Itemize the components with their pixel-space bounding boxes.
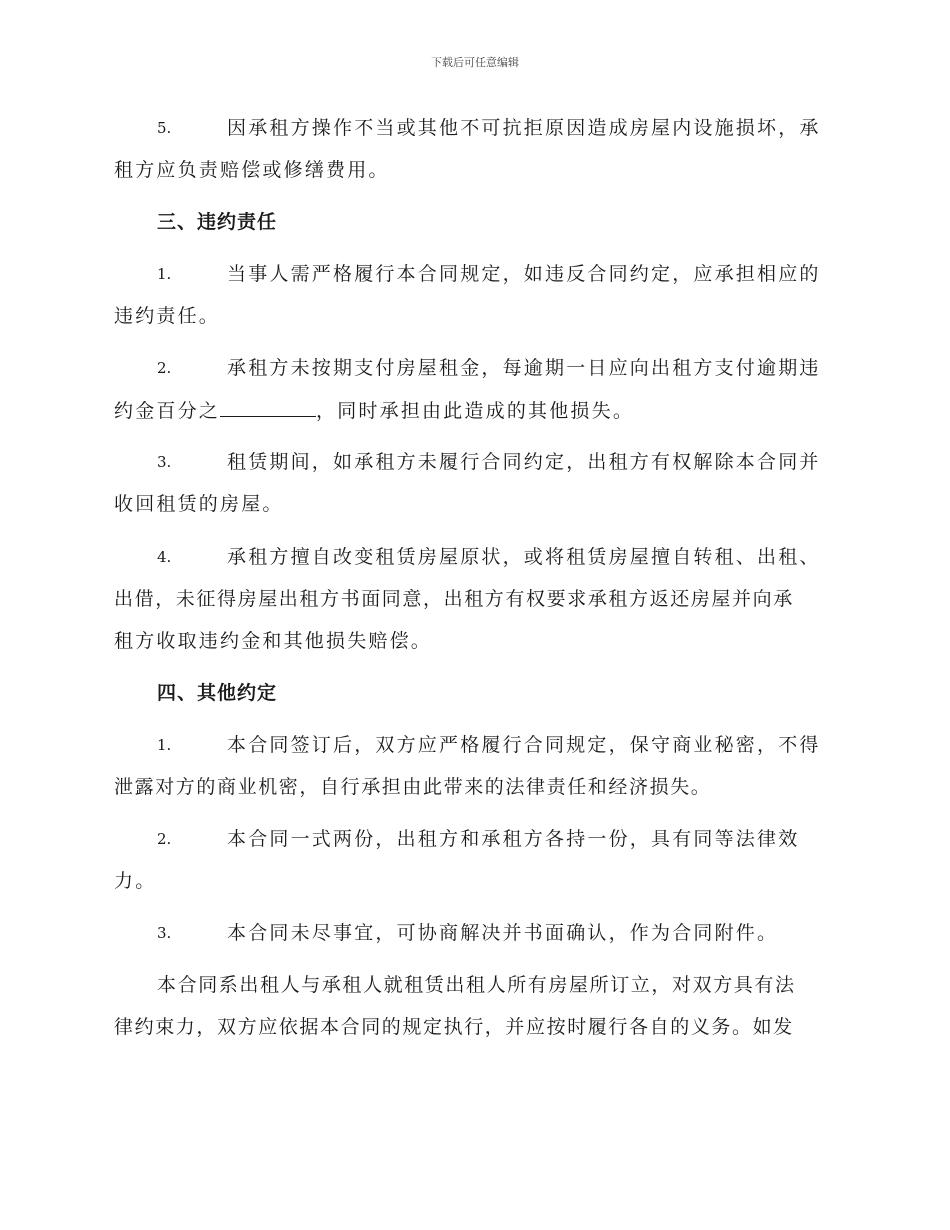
clause-text: 承租方未按期支付房屋租金，每逾期一日应向出租方支付逾期违 <box>227 357 821 379</box>
clause-fragment: 约金百分之 <box>114 400 221 422</box>
closing-paragraph-text: 律约束力，双方应依据本合同的规定执行，并应按时履行各自的义务。如发 <box>114 1016 794 1038</box>
clause-text: 承租方擅自改变租赁房屋原状，或将租赁房屋擅自转租、出租、 <box>227 546 821 568</box>
clause-text-with-blank <box>114 398 634 423</box>
clause-text: 租方收取违约金和其他损失赔偿。 <box>114 630 433 652</box>
clause-text: 本合同未尽事宜，可协商解决并书面确认，作为合同附件。 <box>227 922 779 944</box>
closing-paragraph-text: 本合同系出租人与承租人就租赁出租人所有房屋所订立，对双方具有法 <box>157 974 796 996</box>
clause-text: 力。 <box>114 870 157 892</box>
fill-in-blank <box>220 398 316 417</box>
clause-text: 租方应负责赔偿或修缮费用。 <box>114 159 390 181</box>
clause-text: 出借，未征得房屋出租方书面同意，出租方有权要求承租方返还房屋并向承 <box>114 588 794 610</box>
item-number: 3. <box>157 453 172 471</box>
section-heading-breach: 三、违约责任 <box>157 211 278 233</box>
section-heading-other: 四、其他约定 <box>157 682 278 704</box>
clause-text: 本合同一式两份，出租方和承租方各持一份，具有同等法律效 <box>227 828 800 850</box>
item-number: 4. <box>157 548 172 566</box>
clause-text: 违约责任。 <box>114 305 221 327</box>
clause-text: 收回租赁的房屋。 <box>114 493 284 515</box>
clause-text: 租赁期间，如承租方未履行合同约定，出租方有权解除本合同并 <box>227 451 821 473</box>
clause-fragment: ，同时承担由此造成的其他损失。 <box>316 400 635 422</box>
item-number: 2. <box>157 359 172 377</box>
clause-text: 因承租方操作不当或其他不可抗拒原因造成房屋内设施损坏，承 <box>227 117 821 139</box>
item-number: 5. <box>157 119 172 137</box>
clause-text: 当事人需严格履行本合同规定，如违反合同约定，应承担相应的 <box>227 263 821 285</box>
item-number: 3. <box>157 924 172 942</box>
header-note: 下载后可任意编辑 <box>431 56 519 69</box>
item-number: 1. <box>157 736 172 754</box>
clause-text: 泄露对方的商业机密，自行承担由此带来的法律责任和经济损失。 <box>114 776 712 798</box>
item-number: 2. <box>157 830 172 848</box>
item-number: 1. <box>157 265 172 283</box>
clause-text: 本合同签订后，双方应严格履行合同规定，保守商业秘密，不得 <box>227 734 821 756</box>
